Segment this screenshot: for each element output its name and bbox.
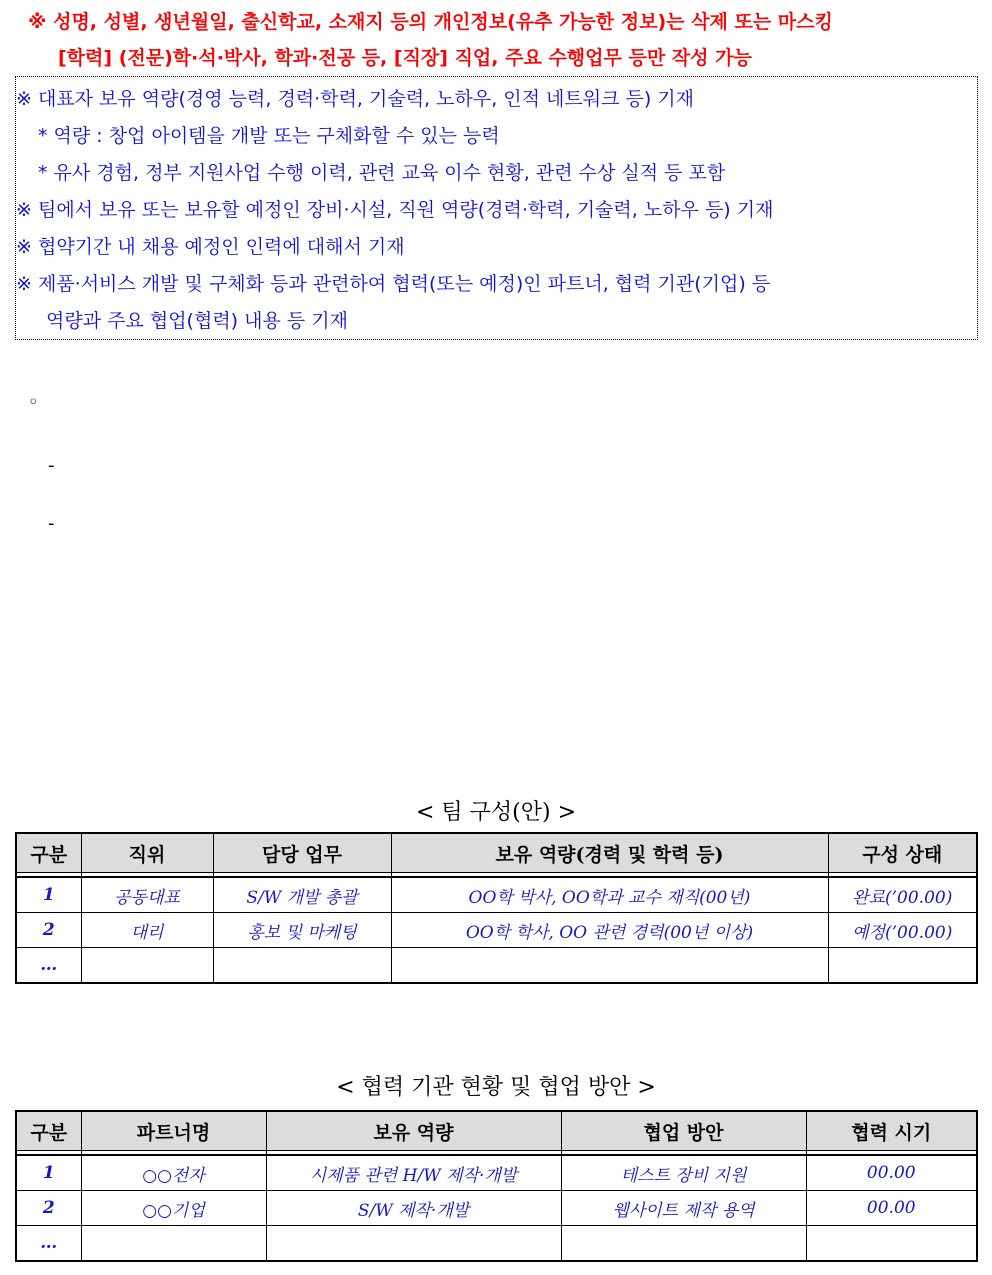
team-cell: OO학 학사, OO 관련 경력(00년 이상) [391, 913, 828, 948]
partner-cell: ○○전자 [81, 1155, 266, 1191]
guide-line-7: 역량과 주요 협업(협력) 내용 등 기재 [46, 310, 348, 332]
partner-institution-table [15, 1110, 978, 1262]
team-header-division: 구분 [16, 833, 81, 873]
team-cell [213, 948, 391, 984]
team-cell: S/W 개발 총괄 [213, 877, 391, 913]
partner-cell [81, 1226, 266, 1262]
team-cell [828, 948, 977, 984]
team-cell [391, 948, 828, 984]
partner-cell: 테스트 장비 지원 [561, 1155, 806, 1191]
partner-cell: … [16, 1226, 81, 1262]
guide-line-5: ※ 협약기간 내 채용 예정인 인력에 대해서 기재 [16, 236, 405, 258]
privacy-notice-line-1: ※ 성명, 성별, 생년월일, 출신학교, 소재지 등의 개인정보(유추 가능한 정보)는 삭제 또는 마스킹 [28, 11, 833, 33]
partner-cell [266, 1226, 561, 1262]
guide-line-2: * 역량 : 창업 아이템을 개발 또는 구체화할 수 있는 능력 [38, 125, 500, 147]
team-table-caption: < 팀 구성(안) > [415, 800, 577, 825]
team-cell: 1 [16, 877, 81, 913]
table-row [16, 1155, 977, 1191]
partner-header-division: 구분 [16, 1111, 81, 1151]
team-cell: 홍보 및 마케팅 [213, 913, 391, 948]
partner-cell: S/W 제작·개발 [266, 1191, 561, 1226]
table-row [16, 1191, 977, 1226]
partner-cell: 2 [16, 1191, 81, 1226]
partner-header-name: 파트너명 [81, 1111, 266, 1151]
partner-cell: ○○기업 [81, 1191, 266, 1226]
team-header-status: 구성 상태 [828, 833, 977, 873]
team-composition-table [15, 832, 978, 984]
table-row [16, 877, 977, 913]
table-row [16, 1226, 977, 1262]
team-table-header-row [16, 833, 977, 873]
circle-bullet: ◦ [28, 392, 39, 413]
table-row [16, 948, 977, 984]
partner-header-plan: 협업 방안 [561, 1111, 806, 1151]
team-cell: 예정(’00.00) [828, 913, 977, 948]
partner-cell: 웹사이트 제작 용역 [561, 1191, 806, 1226]
team-cell: 대리 [81, 913, 213, 948]
privacy-notice [28, 4, 978, 76]
partner-cell: 00.00 [806, 1155, 977, 1191]
dash-bullet-2: - [48, 513, 55, 534]
partner-cell [806, 1226, 977, 1262]
team-cell [81, 948, 213, 984]
partner-cell: 00.00 [806, 1191, 977, 1226]
team-header-capability: 보유 역량(경력 및 학력 등) [391, 833, 828, 873]
team-cell: … [16, 948, 81, 984]
partner-cell: 시제품 관련 H/W 제작·개발 [266, 1155, 561, 1191]
dash-bullet-1: - [48, 455, 55, 476]
partner-header-period: 협력 시기 [806, 1111, 977, 1151]
partner-cell: 1 [16, 1155, 81, 1191]
writing-guide-box [15, 76, 978, 340]
team-header-position: 직위 [81, 833, 213, 873]
partner-table-header-row [16, 1111, 977, 1151]
guide-line-6: ※ 제품·서비스 개발 및 구체화 등과 관련하여 협력(또는 예정)인 파트너, 협력 기관(기업) 등 [16, 273, 771, 295]
team-header-duty: 담당 업무 [213, 833, 391, 873]
table-row [16, 913, 977, 948]
team-cell: 완료(’00.00) [828, 877, 977, 913]
partner-table-caption: < 협력 기관 현황 및 협업 방안 > [336, 1075, 656, 1100]
team-cell: 2 [16, 913, 81, 948]
guide-line-3: * 유사 경험, 정부 지원사업 수행 이력, 관련 교육 이수 현황, 관련 수상 실적 등 포함 [38, 162, 726, 184]
team-cell: 공동대표 [81, 877, 213, 913]
team-cell: OO학 박사, OO학과 교수 재직(00년) [391, 877, 828, 913]
guide-line-1: ※ 대표자 보유 역량(경영 능력, 경력·학력, 기술력, 노하우, 인적 네트워크 등) 기재 [16, 88, 694, 110]
guide-line-4: ※ 팀에서 보유 또는 보유할 예정인 장비·시설, 직원 역량(경력·학력, 기술력, 노하우 등) 기재 [16, 199, 774, 221]
partner-header-capability: 보유 역량 [266, 1111, 561, 1151]
partner-cell [561, 1226, 806, 1262]
privacy-notice-line-2: [학력] (전문)학·석·박사, 학과·전공 등, [직장] 직업, 주요 수행업무 등만 작성 가능 [58, 47, 752, 69]
